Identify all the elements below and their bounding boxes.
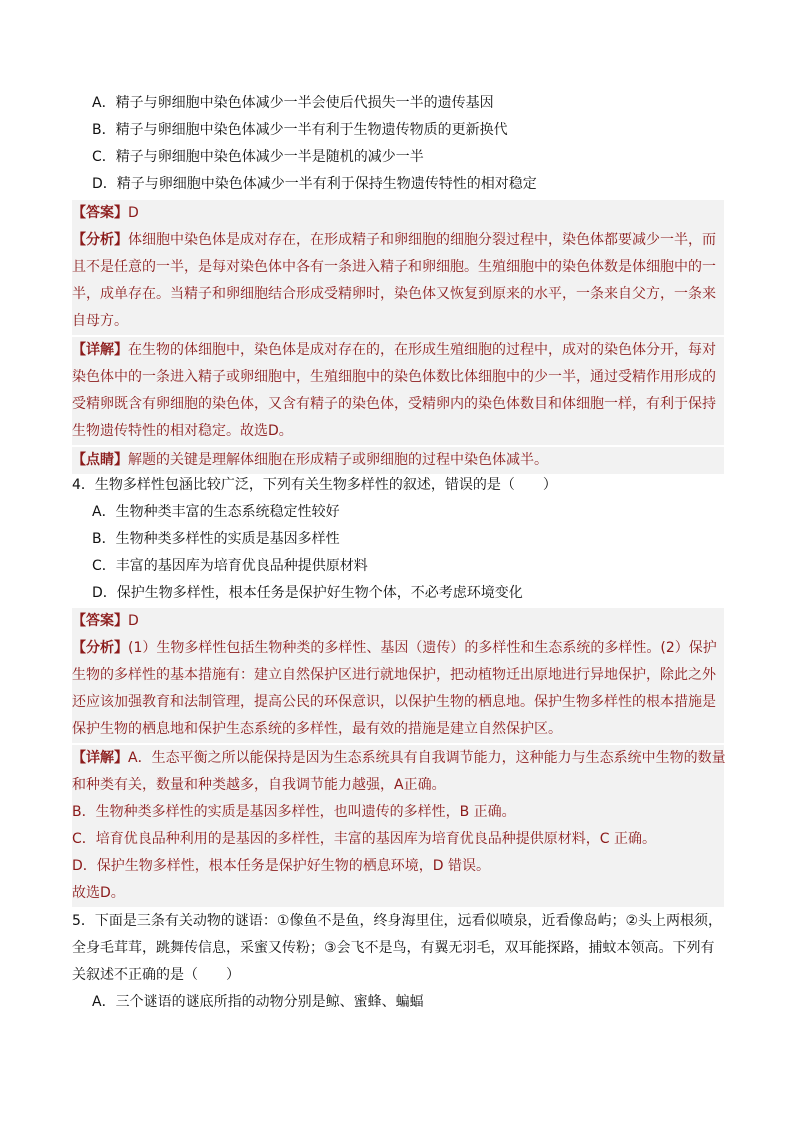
q5-stem-line: 全身毛茸茸，跳舞传信息，采蜜又传粉；③会飞不是鸟，有翼无羽毛，双耳能探路，捕蚊本领高。下列有 bbox=[72, 940, 715, 956]
detail-line: C．培育优良品种利用的是基因的多样性，丰富的基因库为培育优良品种提供原材料，C 正确。 bbox=[72, 831, 656, 847]
analysis-line: 且不是任意的一半，是每对染色体中各有一条进入精子和卵细胞。生殖细胞中的染色体数是体细胞中的一 bbox=[72, 259, 716, 275]
analysis-line: 保护生物的栖息地和保护生态系统的多样性，最有效的措施是建立自然保护区。 bbox=[72, 721, 562, 737]
detail-line: D．保护生物多样性，根本任务是保护好生物的栖息环境，D 错误。 bbox=[72, 858, 491, 874]
analysis-line: 还应该加强教育和法制管理，提高公民的环保意识，以保护生物的栖息地。保护生物多样性的根本措施是 bbox=[72, 694, 716, 710]
analysis-tag: 【分析】 bbox=[72, 232, 128, 248]
q4-option-b: B．生物种类多样性的实质是基因多样性 bbox=[92, 531, 340, 547]
answer-tag: 【答案】 bbox=[72, 613, 128, 629]
tip-text: 解题的关键是理解体细胞在形成精子或卵细胞的过程中染色体减半。 bbox=[128, 452, 548, 468]
analysis-line: 半，成单存在。当精子和卵细胞结合形成受精卵时，染色体又恢复到原来的水平，一条来自父方，一条来 bbox=[72, 286, 716, 302]
q3-answer bbox=[72, 200, 724, 227]
analysis-tag: 【分析】 bbox=[72, 640, 128, 656]
detail-line: 受精卵既含有卵细胞的染色体，又含有精子的染色体，受精卵内的染色体数目和体细胞一样，有利于保持 bbox=[72, 396, 716, 412]
q4-detail bbox=[72, 745, 724, 907]
analysis-line: 自母方。 bbox=[72, 313, 128, 329]
answer-text: D bbox=[128, 613, 139, 629]
q4-option-c: C．丰富的基因库为培育优良品种提供原材料 bbox=[92, 558, 368, 574]
detail-line: 和种类有关，数量和种类越多，自我调节能力越强，A正确。 bbox=[72, 777, 446, 793]
q4-option-d: D．保护生物多样性，根本任务是保护好生物个体，不必考虑环境变化 bbox=[92, 585, 523, 601]
answer-text: D bbox=[128, 205, 139, 221]
answer-tag: 【答案】 bbox=[72, 205, 128, 221]
analysis-line: (1）生物多样性包括生物种类的多样性、基因（遗传）的多样性和生态系统的多样性。(2）保护 bbox=[128, 640, 717, 656]
q4-option-a: A．生物种类丰富的生态系统稳定性较好 bbox=[92, 504, 340, 520]
tip-tag: 【点睛】 bbox=[72, 452, 128, 468]
detail-line: 故选D。 bbox=[72, 885, 125, 901]
q4-analysis bbox=[72, 635, 724, 743]
detail-line: B．生物种类多样性的实质是基因多样性，也叫遗传的多样性，B 正确。 bbox=[72, 804, 516, 820]
q3-detail bbox=[72, 337, 724, 445]
q3-option-a: A．精子与卵细胞中染色体减少一半会使后代损失一半的遗传基因 bbox=[92, 95, 494, 111]
detail-line: 生物遗传特性的相对稳定。故选D。 bbox=[72, 423, 293, 439]
q5-option-a: A．三个谜语的谜底所指的动物分别是鲸、蜜蜂、蝙蝠 bbox=[92, 994, 424, 1010]
q3-tip bbox=[72, 447, 724, 474]
detail-line: 染色体中的一条进入精子或卵细胞中，生殖细胞中的染色体数比体细胞中的少一半，通过受精作用形成的 bbox=[72, 369, 716, 385]
analysis-line: 生物的多样性的基本措施有：建立自然保护区进行就地保护，把动植物迁出原地进行异地保护，除此之外 bbox=[72, 667, 716, 683]
q5-stem bbox=[72, 908, 732, 989]
analysis-line: 体细胞中染色体是成对存在，在形成精子和卵细胞的细胞分裂过程中，染色体都要减少一半，而 bbox=[128, 232, 716, 248]
q4-stem: 4．生物多样性包涵比较广泛，下列有关生物多样性的叙述，错误的是（ ） bbox=[72, 477, 557, 493]
q5-stem-line: 关叙述不正确的是（ ） bbox=[72, 967, 240, 983]
q3-option-c: C．精子与卵细胞中染色体减少一半是随机的减少一半 bbox=[92, 149, 424, 165]
detail-tag: 【详解】 bbox=[72, 342, 128, 358]
q3-option-b: B．精子与卵细胞中染色体减少一半有利于生物遗传物质的更新换代 bbox=[92, 122, 508, 138]
q3-analysis bbox=[72, 227, 724, 335]
q3-option-d: D．精子与卵细胞中染色体减少一半有利于保持生物遗传特性的相对稳定 bbox=[92, 176, 537, 192]
q5-stem-line: 5．下面是三条有关动物的谜语：①像鱼不是鱼，终身海里住，远看似喷泉，近看像岛屿；②头上两根须， bbox=[72, 913, 723, 929]
detail-tag: 【详解】 bbox=[72, 750, 128, 766]
q4-answer bbox=[72, 608, 724, 635]
detail-line: A．生态平衡之所以能保持是因为生态系统具有自我调节能力，这种能力与生态系统中生物的数量 bbox=[128, 750, 726, 766]
detail-line: 在生物的体细胞中，染色体是成对存在的，在形成生殖细胞的过程中，成对的染色体分开，每对 bbox=[128, 342, 716, 358]
